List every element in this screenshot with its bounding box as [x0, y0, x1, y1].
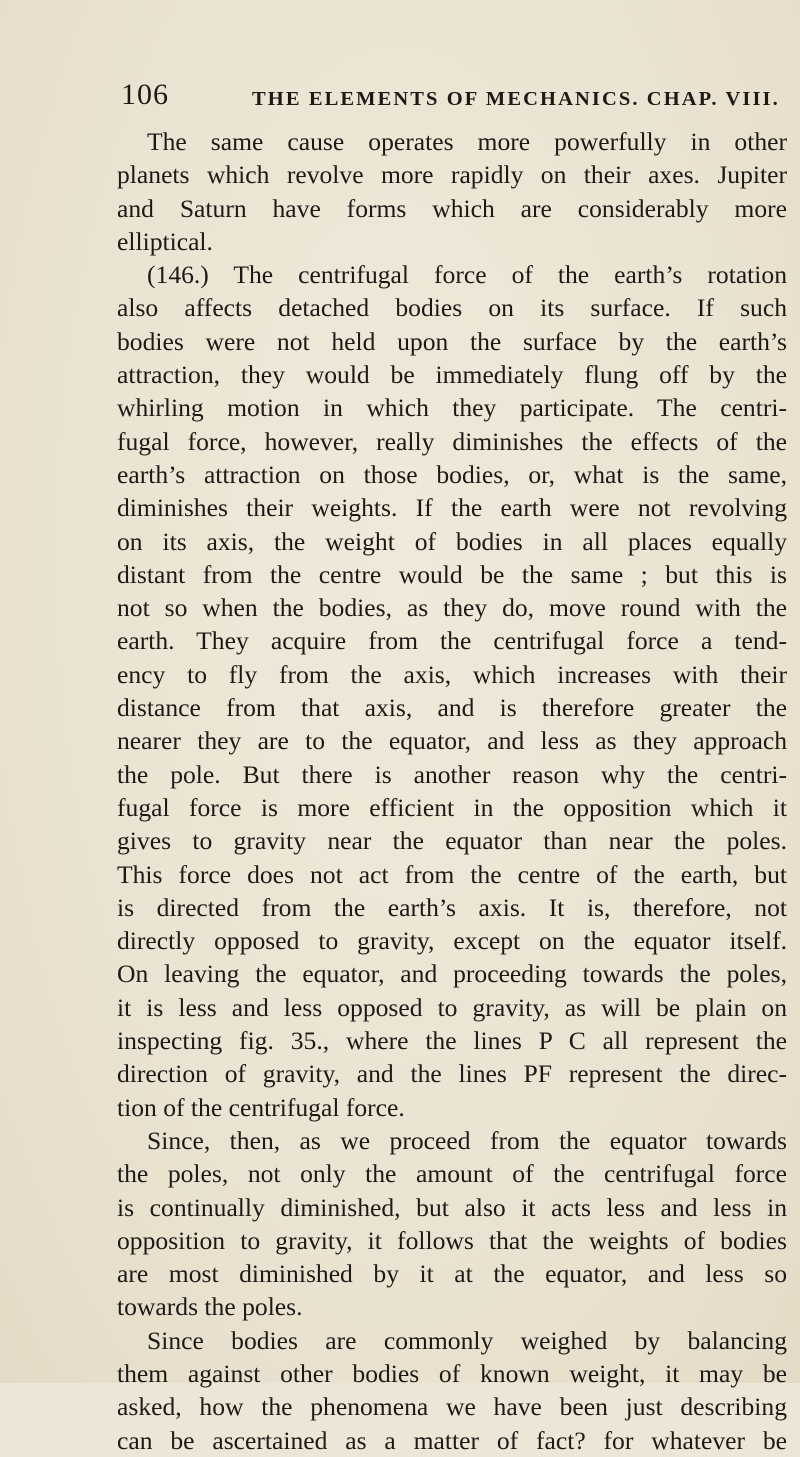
page-header — [121, 78, 780, 118]
text-line: asked, how the phenomena we have been just describing — [117, 1392, 787, 1422]
text-line: fugal force, however, really diminishes the effects of the — [117, 426, 787, 456]
text-line: On leaving the equator, and proceeding towards the poles, — [117, 959, 787, 989]
text-line: nearer they are to the equator, and less as they approach — [117, 726, 787, 756]
text-line: earth’s attraction on those bodies, or, what is the same, — [117, 459, 787, 489]
text-line: is directed from the earth’s axis. It is, therefore, not — [117, 892, 787, 922]
text-line: This force does not act from the centre of the earth, but — [117, 859, 787, 889]
text-line: elliptical. — [117, 226, 213, 256]
text-line: towards the poles. — [117, 1292, 303, 1322]
text-line: planets which revolve more rapidly on their axes. Jupiter — [117, 160, 787, 190]
text-line: distant from the centre would be the same ; but this is — [117, 559, 787, 589]
text-line: The same cause operates more powerfully in other — [147, 127, 787, 156]
text-line: can be ascertained as a matter of fact? for whatever be — [117, 1425, 787, 1455]
text-line: Since, then, as we proceed from the equator towards — [147, 1125, 787, 1155]
text-line: it is less and less opposed to gravity, as will be plain on — [117, 992, 787, 1022]
text-line: attraction, they would be immediately flung off by the — [117, 360, 787, 390]
text-line: are most diminished by it at the equator, and less so — [117, 1259, 787, 1289]
text-line: earth. They acquire from the centrifugal force a tend- — [117, 626, 787, 656]
text-line: (146.) The centrifugal force of the earth’s rotation — [147, 260, 787, 290]
text-line: Since bodies are commonly weighed by balancing — [147, 1325, 787, 1355]
text-line: direction of gravity, and the lines PF represent the direc- — [117, 1059, 787, 1089]
text-line: the pole. But there is another reason why the centri- — [117, 759, 787, 789]
text-line: bodies were not held upon the surface by the earth’s — [117, 326, 787, 356]
text-line: opposition to gravity, it follows that the weights of bodies — [117, 1225, 787, 1255]
text-line: ency to fly from the axis, which increases with their — [117, 659, 787, 689]
text-line: distance from that axis, and is therefore greater the — [117, 693, 787, 723]
text-line: tion of the centrifugal force. — [117, 1092, 405, 1122]
text-line: also affects detached bodies on its surface. If such — [117, 293, 787, 323]
text-line: not so when the bodies, as they do, move round with the — [117, 593, 787, 623]
text-line: and Saturn have forms which are considerably more — [117, 193, 787, 223]
text-line: the poles, not only the amount of the centrifugal force — [117, 1159, 787, 1189]
text-line: directly opposed to gravity, except on the equator itself. — [117, 926, 787, 956]
running-head: THE ELEMENTS OF MECHANICS. CHAP. VIII. — [252, 88, 780, 110]
text-line: gives to gravity near the equator than near the poles. — [117, 826, 787, 856]
text-line: diminishes their weights. If the earth were not revolving — [117, 493, 787, 523]
text-line: them against other bodies of known weight, it may be — [117, 1358, 787, 1388]
text-line: fugal force is more efficient in the opposition which it — [117, 792, 787, 822]
body-text — [117, 125, 787, 1457]
text-line: inspecting fig. 35., where the lines P C all represent the — [117, 1026, 787, 1056]
text-line: whirling motion in which they participate. The centri- — [117, 393, 787, 423]
text-line: is continually diminished, but also it acts less and less in — [117, 1192, 787, 1222]
page-number: 106 — [121, 78, 169, 111]
text-line: on its axis, the weight of bodies in all places equally — [117, 526, 787, 556]
